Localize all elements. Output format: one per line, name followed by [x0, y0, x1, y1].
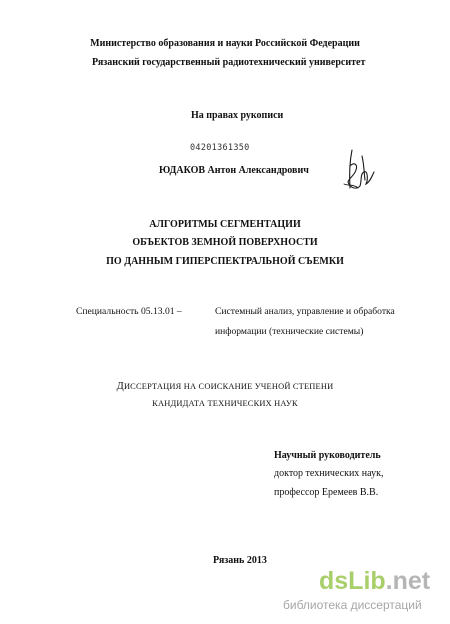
dissertation-line-1 — [0, 381, 450, 392]
dissertation-line-2: КАНДИДАТА ТЕХНИЧЕСКИХ НАУК — [152, 399, 298, 408]
supervisor-name: профессор Еремеев В.В. — [274, 487, 379, 498]
supervisor-heading: Научный руководитель — [274, 450, 381, 461]
ministry-header: Министерство образования и науки Российской Федерации — [90, 38, 360, 49]
place-year: Рязань 2013 — [213, 555, 267, 566]
watermark-logo-part2: .net — [385, 567, 431, 595]
manuscript-rights: На правах рукописи — [191, 110, 284, 121]
watermark-subtitle: библиотека диссертаций — [283, 598, 422, 612]
specialty-description-2: информации (технические системы) — [215, 326, 364, 337]
registration-number: 04201361350 — [190, 143, 250, 153]
supervisor-degree: доктор технических наук, — [274, 468, 384, 479]
specialty-description-1: Системный анализ, управление и обработка — [215, 306, 395, 317]
watermark-logo — [319, 567, 430, 596]
title-line-2: ОБЪЕКТОВ ЗЕМНОЙ ПОВЕРХНОСТИ — [132, 237, 318, 248]
specialty-label: Специальность 05.13.01 – — [76, 306, 182, 317]
title-line-1: АЛГОРИТМЫ СЕГМЕНТАЦИИ — [149, 219, 301, 230]
dissertation-initial: Д — [116, 381, 124, 392]
university-header: Рязанский государственный радиотехнический университет — [92, 57, 366, 68]
signature-image — [340, 146, 380, 198]
dissertation-rest: ИССЕРТАЦИЯ НА СОИСКАНИЕ УЧЕНОЙ СТЕПЕНИ — [123, 382, 334, 391]
title-line-3: ПО ДАННЫМ ГИПЕРСПЕКТРАЛЬНОЙ СЪЕМКИ — [106, 256, 344, 267]
author-name: ЮДАКОВ Антон Александрович — [159, 165, 309, 176]
watermark-logo-part1: dsLib — [319, 567, 386, 595]
